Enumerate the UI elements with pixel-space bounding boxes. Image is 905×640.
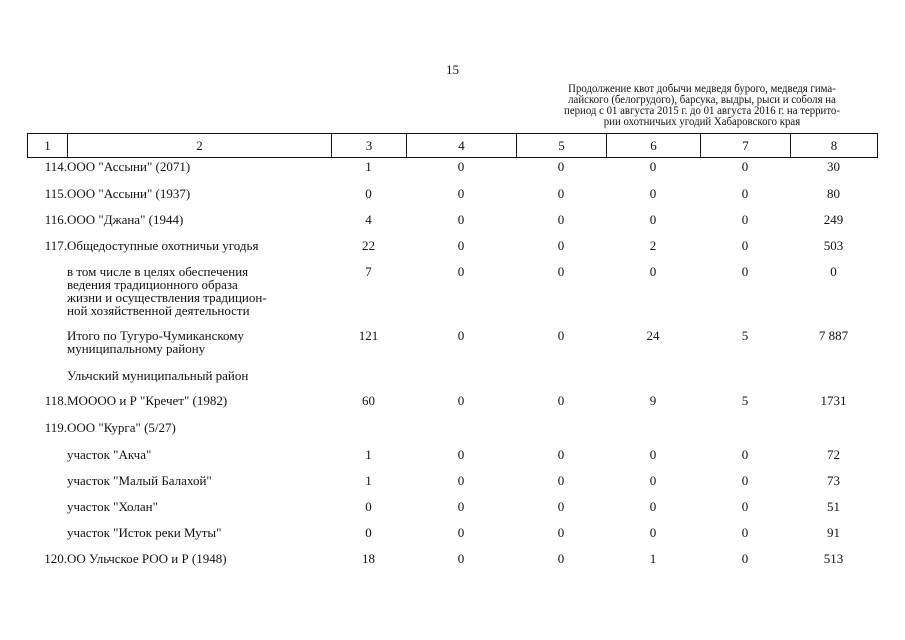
row-value-col3: 121	[358, 328, 379, 343]
row-name	[67, 500, 331, 526]
row-value-col8: 72	[827, 447, 840, 462]
row-name	[67, 265, 331, 329]
row-number: 119.	[44, 420, 67, 435]
row-value-col7	[700, 421, 790, 448]
row-value-col3	[331, 369, 406, 394]
row-number	[27, 474, 67, 500]
row-value-col7: 0	[741, 499, 749, 514]
row-value-col8: 249	[823, 212, 844, 227]
column-header-row	[27, 133, 878, 158]
row-value-col3: 1	[365, 159, 372, 174]
row-value-col3: 0	[365, 499, 372, 514]
row-value-col8	[790, 369, 877, 394]
table-row	[27, 500, 877, 526]
column-header: 5	[517, 134, 607, 158]
row-name-line: жизни и осуществления традицион-	[67, 290, 267, 305]
row-name-line: муниципальному району	[67, 341, 206, 356]
row-value-col8: 1731	[820, 393, 847, 408]
row-name-line: участок "Исток реки Муты"	[67, 525, 222, 540]
row-name-line: ной хозяйственной деятельности	[67, 303, 250, 318]
row-value-col5: 0	[557, 328, 565, 343]
row-value-col7: 0	[741, 186, 749, 201]
row-value-col5: 0	[557, 473, 565, 488]
row-value-col7: 0	[741, 473, 749, 488]
column-header: 2	[68, 134, 332, 158]
row-value-col6: 0	[649, 473, 657, 488]
row-value-col8: 513	[823, 551, 844, 566]
row-value-col5: 0	[557, 238, 565, 253]
row-value-col7: 0	[741, 264, 749, 279]
row-value-col6: 0	[649, 525, 657, 540]
row-value-col6: 0	[649, 212, 657, 227]
row-name	[67, 421, 331, 448]
row-number	[27, 448, 67, 474]
row-value-col8: 91	[827, 525, 840, 540]
table-row	[27, 526, 877, 552]
row-value-col6: 0	[649, 499, 657, 514]
row-number	[27, 500, 67, 526]
row-name	[67, 329, 331, 369]
row-name	[67, 239, 331, 265]
table-row	[27, 448, 877, 474]
row-value-col3: 1	[365, 447, 372, 462]
row-value-col4: 0	[457, 499, 465, 514]
row-value-col7: 5	[741, 328, 749, 343]
row-name	[67, 369, 331, 394]
row-value-col6	[606, 369, 700, 394]
row-number: 114.	[44, 159, 67, 174]
row-value-col5: 0	[557, 212, 565, 227]
column-header: 4	[407, 134, 517, 158]
row-value-col7: 0	[741, 212, 749, 227]
row-value-col8: 0	[830, 264, 837, 279]
row-value-col6: 0	[649, 159, 657, 174]
row-value-col8: 80	[827, 186, 840, 201]
row-value-col7: 5	[741, 393, 749, 408]
row-value-col3: 18	[362, 551, 375, 566]
row-value-col6: 0	[649, 447, 657, 462]
row-name-line: в том числе в целях обеспечения	[67, 264, 249, 279]
row-value-col6: 24	[646, 328, 660, 343]
row-value-col3: 1	[365, 473, 372, 488]
row-number: 117.	[44, 238, 67, 253]
row-value-col4: 0	[457, 212, 465, 227]
row-value-col5: 0	[557, 159, 565, 174]
row-number	[27, 526, 67, 552]
row-value-col4	[406, 369, 516, 394]
row-value-col7: 0	[741, 238, 749, 253]
row-value-col5: 0	[557, 393, 565, 408]
row-value-col5: 0	[557, 447, 565, 462]
caption-line: период с 01 августа 2015 г. до 01 августа 2016 г. на террито-	[564, 105, 840, 117]
row-name-line: Итого по Тугуро-Чумиканскому	[67, 328, 245, 343]
row-name-line: ООО "Ассыни" (2071)	[67, 159, 191, 174]
row-name-line: ООО "Ассыни" (1937)	[67, 186, 191, 201]
row-value-col4: 0	[457, 447, 465, 462]
table-row	[27, 474, 877, 500]
row-value-col3: 0	[365, 186, 372, 201]
row-name-line: Ульчский муниципальный район	[67, 368, 249, 383]
row-name-line: МОООО и Р "Кречет" (1982)	[67, 393, 228, 408]
table-row	[27, 369, 877, 394]
column-header: 8	[791, 134, 878, 158]
row-value-col4: 0	[457, 238, 465, 253]
row-value-col7	[700, 369, 790, 394]
table-row	[27, 160, 877, 187]
column-header: 7	[701, 134, 791, 158]
row-value-col4: 0	[457, 186, 465, 201]
row-value-col8: 30	[827, 159, 840, 174]
row-value-col6: 2	[649, 238, 657, 253]
row-value-col5: 0	[557, 186, 565, 201]
row-value-col4: 0	[457, 525, 465, 540]
row-value-col5	[516, 421, 606, 448]
row-number	[27, 329, 67, 369]
row-value-col4	[406, 421, 516, 448]
table-row	[27, 329, 877, 369]
row-name	[67, 526, 331, 552]
row-value-col4: 0	[457, 551, 465, 566]
row-value-col5: 0	[557, 264, 565, 279]
row-value-col7: 0	[741, 551, 749, 566]
row-value-col5	[516, 369, 606, 394]
row-name-line: Общедоступные охотничьи угодья	[67, 238, 259, 253]
column-header: 3	[332, 134, 407, 158]
row-name-line: ООО "Джана" (1944)	[67, 212, 184, 227]
row-value-col6	[606, 421, 700, 448]
table-row	[27, 421, 877, 448]
row-value-col6: 9	[649, 393, 657, 408]
row-value-col7: 0	[741, 159, 749, 174]
row-number: 116.	[44, 212, 67, 227]
row-name-line: ОО Ульчское РОО и Р (1948)	[67, 551, 227, 566]
row-value-col5: 0	[557, 551, 565, 566]
column-header: 1	[28, 134, 68, 158]
row-value-col8: 73	[827, 473, 840, 488]
row-value-col3: 7	[365, 264, 372, 279]
row-value-col4: 0	[457, 473, 465, 488]
row-name	[67, 160, 331, 187]
row-number: 115.	[44, 186, 67, 201]
table-row	[27, 552, 877, 578]
row-value-col5: 0	[557, 525, 565, 540]
row-name-line: ведения традиционного образа	[67, 277, 238, 292]
row-value-col5: 0	[557, 499, 565, 514]
row-value-col3	[331, 421, 406, 448]
page-number: 15	[446, 62, 459, 77]
row-name	[67, 448, 331, 474]
table-row	[27, 187, 877, 213]
row-value-col7: 0	[741, 525, 749, 540]
table-row	[27, 239, 877, 265]
table-row	[27, 213, 877, 239]
row-number	[27, 265, 67, 329]
row-number: 120.	[44, 551, 67, 566]
caption-line: рии охотничьих угодий Хабаровского края	[603, 116, 801, 128]
row-value-col6: 0	[649, 264, 657, 279]
row-value-col4: 0	[457, 264, 465, 279]
row-value-col3: 4	[365, 212, 372, 227]
row-name	[67, 213, 331, 239]
table-row	[27, 394, 877, 421]
row-name	[67, 394, 331, 421]
row-name-line: участок "Холан"	[67, 499, 158, 514]
row-value-col8: 7 887	[818, 328, 849, 343]
row-value-col4: 0	[457, 328, 465, 343]
table-row	[27, 265, 877, 329]
row-value-col3: 22	[362, 238, 375, 253]
row-name-line: ООО "Курга" (5/27)	[67, 420, 176, 435]
row-value-col3: 0	[365, 525, 372, 540]
row-number	[27, 369, 67, 394]
row-value-col6: 1	[649, 551, 657, 566]
column-header: 6	[607, 134, 701, 158]
row-value-col8: 51	[827, 499, 840, 514]
quota-table	[27, 160, 877, 578]
row-name	[67, 474, 331, 500]
table-caption	[531, 84, 873, 128]
caption-line: лайского (белогрудого), барсука, выдры, рыси и соболя на	[568, 94, 836, 106]
row-value-col8: 503	[823, 238, 844, 253]
row-value-col8	[790, 421, 877, 448]
caption-line: Продолжение квот добычи медведя бурого, медведя гима-	[568, 83, 836, 95]
row-value-col3: 60	[362, 393, 375, 408]
row-value-col4: 0	[457, 159, 465, 174]
row-name-line: участок "Акча"	[67, 447, 152, 462]
row-name-line: участок "Малый Балахой"	[67, 473, 212, 488]
row-name	[67, 187, 331, 213]
row-value-col6: 0	[649, 186, 657, 201]
row-value-col4: 0	[457, 393, 465, 408]
row-number: 118.	[44, 393, 67, 408]
row-name	[67, 552, 331, 578]
row-value-col7: 0	[741, 447, 749, 462]
